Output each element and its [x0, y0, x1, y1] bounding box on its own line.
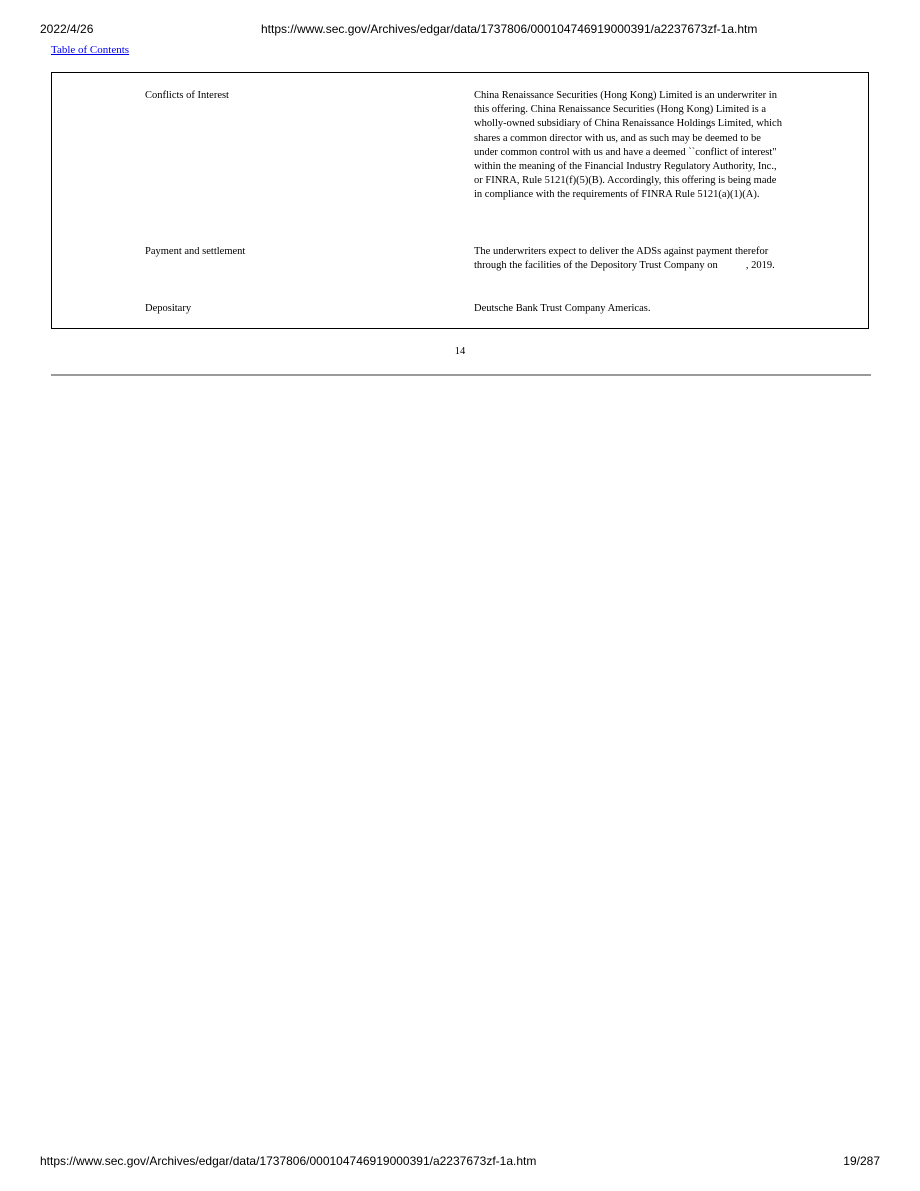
- row-text: Deutsche Bank Trust Company Americas.: [474, 303, 651, 314]
- print-footer: [0, 1154, 920, 1170]
- page-number: 14: [454, 346, 466, 357]
- row-label: Payment and settlement: [145, 246, 246, 257]
- table-of-contents-link[interactable]: Table of Contents: [51, 44, 130, 56]
- offering-summary-box: [51, 72, 869, 329]
- row-text: [474, 245, 782, 273]
- row-text: China Renaissance Securities (Hong Kong) Limited is an underwriter in this offering. China Renaissance Securities (Hong Kong) Limited is a wholly-owned subsidiary of China Renaissance Holdings Limited, which shares a common director with us, and as such may be deemed to be under common control with us and have a deemed ``conflict of interest" within the meaning of the Financial Industry Regulatory Authority, Inc., or FINRA, Rule 5121(f)(5)(B). Accordingly, this offering is being made in compliance with the requirements of FINRA Rule 5121(a)(1)(A).: [474, 90, 782, 201]
- page-divider: [51, 374, 871, 376]
- row-text-after-date: , 2019.: [745, 260, 775, 272]
- print-header: [0, 22, 920, 38]
- print-url: https://www.sec.gov/Archives/edgar/data/1737806/000104746919000391/a2237673zf-1a.htm: [261, 22, 758, 36]
- row-label: Conflicts of Interest: [145, 90, 229, 101]
- print-date: 2022/4/26: [40, 22, 94, 36]
- row-text-before-date: The underwriters expect to deliver the ADSs against payment therefor through the facilities of the Depository Trust Company on: [474, 246, 769, 272]
- print-page-count: 19/287: [843, 1154, 880, 1168]
- print-footer-url: https://www.sec.gov/Archives/edgar/data/1737806/000104746919000391/a2237673zf-1a.htm: [40, 1154, 537, 1168]
- row-label: Depositary: [145, 303, 192, 314]
